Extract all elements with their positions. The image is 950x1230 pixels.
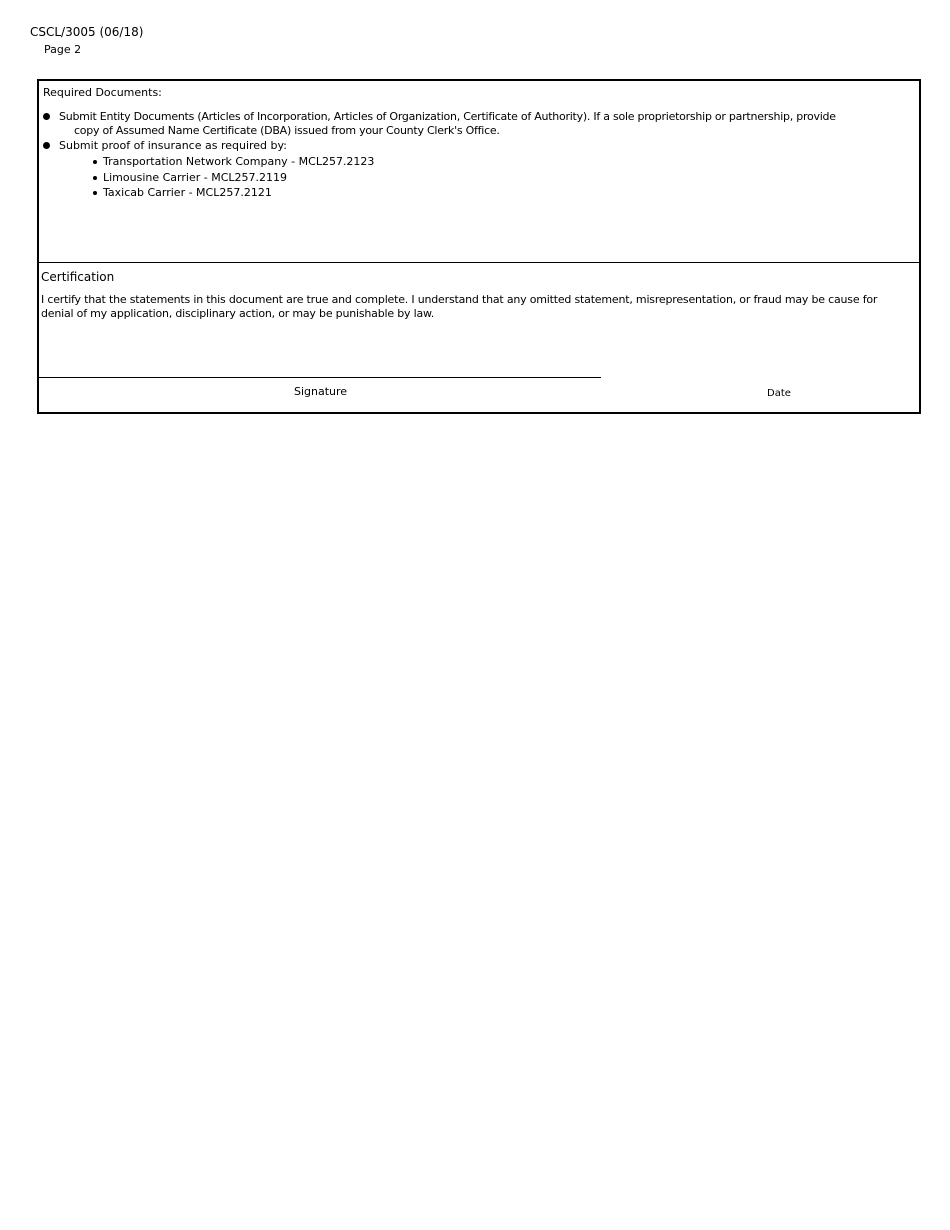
required-documents-title: Required Documents: xyxy=(43,86,162,99)
sub-item: Transportation Network Company - MCL257.2123 xyxy=(103,155,375,168)
section-divider xyxy=(39,262,919,263)
page-number: Page 2 xyxy=(44,43,82,56)
form-box xyxy=(37,79,921,414)
sub-bullet-icon xyxy=(93,176,97,180)
sub-item: Limousine Carrier - MCL257.2119 xyxy=(103,171,287,184)
sub-item: Taxicab Carrier - MCL257.2121 xyxy=(103,186,272,199)
sub-bullet-icon xyxy=(93,160,97,164)
signature-label: Signature xyxy=(294,385,348,398)
required-item-1-line1: Submit Entity Documents (Articles of Incorporation, Articles of Organization, Certificate of Authority). If a sole proprietorship or partnership, provide xyxy=(59,110,836,123)
required-item-1-line2: copy of Assumed Name Certificate (DBA) issued from your County Clerk's Office. xyxy=(74,124,500,137)
signature-field[interactable] xyxy=(39,377,601,378)
required-item-2: Submit proof of insurance as required by: xyxy=(59,139,287,152)
sub-bullet-icon xyxy=(93,191,97,195)
date-label: Date xyxy=(767,388,791,399)
form-id: CSCL/3005 (06/18) xyxy=(30,25,144,39)
bullet-icon xyxy=(43,113,50,120)
bullet-icon xyxy=(43,142,50,149)
certification-text-line1: I certify that the statements in this document are true and complete. I understand that any omitted statement, misrepresentation, or fraud may be cause for xyxy=(41,293,878,306)
certification-text-line2: denial of my application, disciplinary action, or may be punishable by law. xyxy=(41,307,435,320)
certification-title: Certification xyxy=(41,270,115,284)
